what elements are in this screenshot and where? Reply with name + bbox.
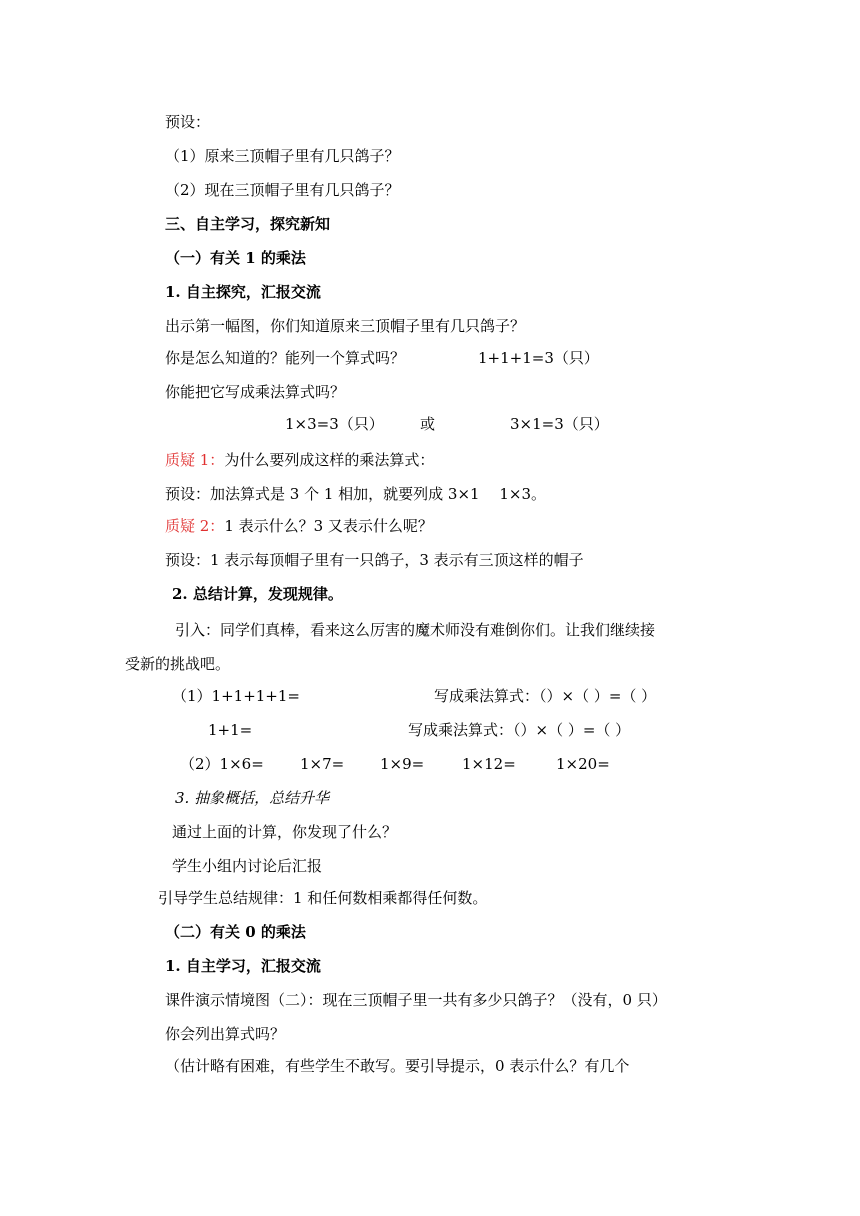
paragraph-line: 通过上面的计算，你发现了什么？ [172, 823, 398, 841]
question-label-1: 质疑 1： [165, 451, 225, 469]
or-connector: 或 [420, 415, 436, 433]
preset-answer-1: 预设：加法算式是 3 个 1 相加，就要列成 3×1 1×3。 [165, 485, 547, 503]
exercise-1-expression: （1）1+1+1+1= [172, 687, 300, 705]
exercise-2-item: （2）1×6= [180, 755, 264, 773]
exercise-1-prompt: 写成乘法算式：（）×（ ）=（ ） [434, 687, 657, 705]
paragraph-line: 受新的挑战吧。 [125, 655, 231, 673]
paragraph-line: 你能把它写成乘法算式吗？ [165, 383, 346, 401]
preset-question-1: （1）原来三顶帽子里有几只鸽子？ [165, 147, 400, 165]
step-heading-3: 3. 抽象概括，总结升华 [175, 789, 330, 807]
step-heading-1: 1. 自主探究，汇报交流 [165, 283, 321, 301]
exercise-2-item: 1×20= [556, 755, 610, 773]
question-line-1 [165, 450, 434, 470]
exercise-1-prompt-2: 写成乘法算式：（）×（ ）=（ ） [408, 721, 631, 739]
preset-answer-2: 预设：1 表示每顶帽子里有一只鸽子，3 表示有三顶这样的帽子 [165, 551, 584, 569]
multiplication-expression-b: 3×1=3（只） [510, 415, 609, 433]
section-heading-3: 三、自主学习，探究新知 [165, 215, 331, 233]
multiplication-expression-a: 1×3=3（只） [285, 415, 384, 433]
exercise-2-item: 1×9= [380, 755, 425, 773]
question-text-1: 为什么要列成这样的乘法算式： [224, 451, 435, 469]
paragraph-line: （估计略有困难，有些学生不敢写。要引导提示，0 表示什么？有几个 [165, 1057, 630, 1075]
question-text-2: 1 表示什么？3 又表示什么呢？ [224, 517, 433, 535]
preset-question-2: （2）现在三顶帽子里有几只鸽子？ [165, 181, 400, 199]
paragraph-line: 出示第一幅图，你们知道原来三顶帽子里有几只鸽子？ [165, 317, 526, 335]
paragraph-line: 学生小组内讨论后汇报 [172, 857, 323, 875]
step-heading-2: 2. 总结计算，发现规律。 [172, 585, 343, 603]
preset-label: 预设： [165, 113, 211, 131]
paragraph-line: 课件演示情境图（二）：现在三顶帽子里一共有多少只鸽子？（没有，0 只） [165, 991, 667, 1009]
step-heading-4: 1. 自主学习，汇报交流 [165, 957, 321, 975]
paragraph-line: 你是怎么知道的？能列一个算式吗？ [165, 349, 406, 367]
addition-expression: 1+1+1=3（只） [478, 349, 599, 367]
subsection-heading-2: （二）有关 0 的乘法 [165, 923, 306, 941]
exercise-2-item: 1×12= [462, 755, 516, 773]
exercise-1-expression-2: 1+1= [208, 721, 253, 739]
subsection-heading-1: （一）有关 1 的乘法 [165, 249, 306, 267]
exercise-2-item: 1×7= [300, 755, 345, 773]
question-line-2 [165, 516, 433, 536]
paragraph-line: 引入：同学们真棒，看来这么厉害的魔术师没有难倒你们。让我们继续接 [175, 621, 656, 639]
question-label-2: 质疑 2： [165, 517, 225, 535]
rule-summary: 引导学生总结规律：1 和任何数相乘都得任何数。 [158, 889, 488, 907]
paragraph-line: 你会列出算式吗？ [165, 1025, 286, 1043]
